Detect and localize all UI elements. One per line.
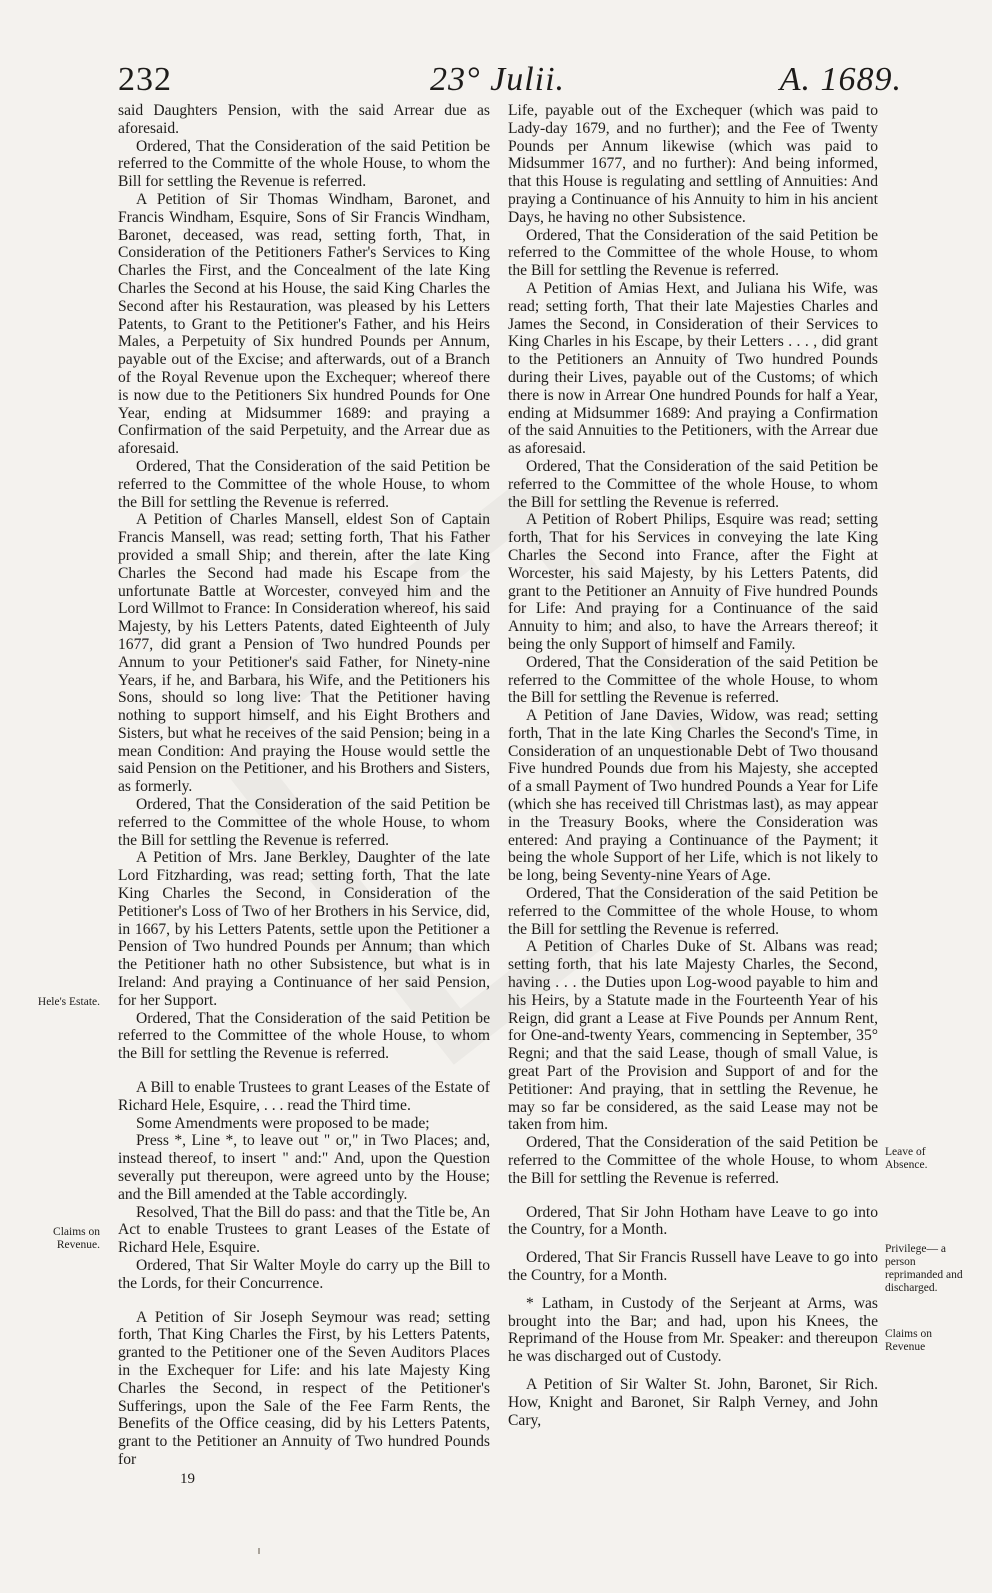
paragraph: A Petition of Amias Hext, and Juliana his Wife, was read; setting forth, That their late Majesties Charles and James the Second, in Consideration of their Services to King Charles in his Escape, by their Letters . . . , did grant to the Petitioners an Annuity of Two hundred Pounds during their Lives, payable out of the Customs; of which there is now in Arrear One hundred Pounds for half a Year, ending at Midsummer 1689: And praying a Confirmation of the said Annuities to the Petitioners, with the Arrear due as aforesaid.: [508, 279, 878, 458]
paragraph: A Bill to enable Trustees to grant Leases of the Estate of Richard Hele, Esquire, . . . read the Third time.: [118, 1079, 490, 1114]
margin-note-claims-on-revenue-right: Claims on Revenue: [885, 1328, 932, 1353]
paragraph: Resolved, That the Bill do pass: and that the Title be, An Act to enable Trustees to grant Leases of the Estate of Richard Hele, Esquire.: [118, 1203, 490, 1257]
paragraph: Ordered, That the Consideration of the said Petition be referred to the Committe of the whole House, to whom the Bill for settling the Revenue is referred.: [118, 137, 490, 191]
paragraph: A Petition of Sir Thomas Windham, Baronet, and Francis Windham, Esquire, Sons of Sir Francis Windham, Baronet, deceased, was read, setting forth, That, in Consideration of the Petitioners Father's Services to King Charles the First, and the Concealment of the late King Charles the Second at his House, the said King Charles the Second after his Restauration, was pleased by his Letters Patents, to Grant to the Petitioner's Father, and his Heirs Males, a Perpetuity of Six hundred Pounds per Annum, payable out of the Excise; and afterwards, out of a Branch of the Royal Revenue upon the Exchequer; whereof there is now due to the Petitioners Six hundred Pounds for One Year, ending at Midsummer 1689: and praying a Confirmation of the said Perpetuity, and the Arrear due as aforesaid.: [118, 190, 490, 458]
margin-note-leave-of-absence: Leave of Absence.: [885, 1146, 928, 1171]
section-gap: [118, 1293, 490, 1309]
page-number: 232: [118, 61, 172, 98]
paragraph: A Petition of Mrs. Jane Berkley, Daughter of the late Lord Fitzharding, was read; setting forth, That the late King Charles the Second, in Consideration of the Petitioner's Loss of Two of her Brothers in his Service, did, in 1667, by his Letters Patents, settle upon the Petitioner a Pension of Two hundred Pounds per Annum; than which the Petitioner hath no other Subsistence, but what is in Ireland: And praying a Continuance of her said Pension, for her Support.: [118, 849, 490, 1009]
left-column: [118, 102, 490, 1489]
paragraph: Ordered, That Sir Francis Russell have Leave to go into the Country, for a Month.: [508, 1249, 878, 1284]
paragraph: Ordered, That the Consideration of the said Petition be referred to the Committee of the whole House, to whom the Bill for settling the Revenue is referred.: [508, 457, 878, 511]
paragraph: Press *, Line *, to leave out " or," in Two Places; and, instead thereof, to insert " and:" And, upon the Question severally put thereupon, were agreed unto by the House; and the Bill amended at the Table accordingly.: [118, 1132, 490, 1203]
paragraph: Ordered, That the Consideration of the said Petition be referred to the Committee of the whole House, to whom the Bill for settling the Revenue is referred.: [508, 653, 878, 707]
paragraph: A Petition of Robert Philips, Esquire was read; setting forth, That for his Services in conveying the late King Charles the Second into France, after the Fight at Worcester, his said Majesty, by his Letters Patents, did grant to the Petitioner an Annuity of Five hundred Pounds for Life: And praying for a Continuance of the said Annuity to him; and also, to have the Arrears thereof; it being the only Support of himself and Family.: [508, 511, 878, 653]
paragraph: * Latham, in Custody of the Serjeant at Arms, was brought into the Bar; and had, upon his Knees, the Reprimand of the House from Mr. Speaker: and thereupon he was discharged out of Custody.: [508, 1294, 878, 1366]
paragraph: A Petition of Charles Mansell, eldest Son of Captain Francis Mansell, was read; setting forth, That his Father provided a small Ship; and therein, after the late King Charles the Second had made his Escape from the unfortunate Battle at Worcester, conveyed him and the Lord Willmot to France: In Consideration whereof, his said Majesty, by his Letters Patents, dated Eighteenth of July 1677, did grant a Pension of Two hundred Pounds per Annum to your Petitioner's said Father, for Ninety-nine Years, if he, and Barbara, his Wife, and the Petitioners his Sons, should so long live: That the Petitioner having nothing to support himself, and his Eight Brothers and Sisters, but what he receives of the said Pension; being in a mean Condition: And praying the House would settle the said Pension on the Petitioner, and his Brothers and Sisters, as formerly.: [118, 511, 490, 796]
signature-mark: 19: [180, 1470, 195, 1487]
paragraph: Life, payable out of the Exchequer (which was paid to Lady-day 1679, and no further); and the Fee of Twenty Pounds per Annum likewise (which was paid to Midsummer 1677, and no further): And being informed, that this House is regulating and settling of Annuities: And praying a Continuance of his Annuity to him in his ancient Days, he having no other Subsistence.: [508, 102, 878, 226]
section-gap: [508, 1285, 878, 1295]
section-gap: [508, 1239, 878, 1249]
paragraph: Some Amendments were proposed to be made;: [136, 1114, 430, 1132]
paragraph: Ordered, That Sir Walter Moyle do carry up the Bill to the Lords, for their Concurrence.: [118, 1257, 490, 1292]
section-gap: [508, 1188, 878, 1204]
paragraph: said Daughters Pension, with the said Arrear due as aforesaid.: [118, 102, 490, 137]
margin-note-claims-on-revenue-left: Claims on Revenue.: [53, 1226, 100, 1251]
paragraph: Ordered, That the Consideration of the said Petition be referred to the Committee of the whole House, to whom the Bill for settling the Revenue is referred.: [508, 226, 878, 280]
paragraph: A Petition of Sir Walter St. John, Baronet, Sir Rich. How, Knight and Baronet, Sir Ralph Verney, and John Cary,: [508, 1375, 878, 1429]
margin-note-heles-estate: Hele's Estate.: [37, 996, 100, 1008]
margin-note-privilege: Privilege— a person reprimanded and discharged.: [885, 1243, 963, 1294]
paragraph: Ordered, That the Consideration of the said Petition be referred to the Committee of the whole House, to whom the Bill for settling the Revenue is referred.: [118, 1009, 490, 1063]
section-gap: [118, 1063, 490, 1079]
paragraph: A Petition of Jane Davies, Widow, was read; setting forth, That in the late King Charles the Second's Time, in Consideration of an unquestionable Debt of Two thousand Five hundred Pounds due from his Majesty, she accepted of a small Payment of Two hundred Pounds a Year for Life (which she has received till Christmas last), as may appear in the Treasury Books, where the Consideration was entered: And praying a Continuance of the Payment; it being the whole Support of her Life, which is not likely to be long, being Seventy-nine Years of Age.: [508, 707, 878, 885]
section-gap: [508, 1366, 878, 1376]
page-date: 23° Julii.: [430, 61, 566, 98]
paragraph: Ordered, That the Consideration of the said Petition be referred to the Committee of the whole House, to whom the Bill for settling the Revenue is referred.: [118, 796, 490, 849]
paragraph: Ordered, That the Consideration of the said Petition be referred to the Committee of the whole House, to whom the Bill for settling the Revenue is referred.: [508, 885, 878, 938]
paragraph: Ordered, That the Consideration of the said Petition be referred to the Committee of the whole House, to whom the Bill for settling the Revenue is referred.: [508, 1134, 878, 1187]
page-mark: [258, 1548, 260, 1554]
paragraph: A Petition of Sir Joseph Seymour was read; setting forth, That King Charles the First, by his Letters Patents, granted to the Petitioner one of the Seven Auditors Places in the Exchequer for Life: and his late Majesty King Charles the Second, in respect of the Petitioner's Sufferings, upon the Sale of the Fee Farm Rents, the Benefits of the Office ceasing, did by his Letters Patents, grant to the Petitioner an Annuity of Two hundred Pounds for: [118, 1308, 490, 1468]
paragraph: Ordered, That Sir John Hotham have Leave to go into the Country, for a Month.: [508, 1203, 878, 1239]
page-year: A. 1689.: [779, 61, 902, 98]
right-column: [508, 102, 878, 1429]
paragraph: A Petition of Charles Duke of St. Albans was read; setting forth, that his late Majesty Charles, the Second, having . . . the Duties upon Log-wood payable to him and his Heirs, by a Statute made in the Fourteenth Year of his Reign, did grant a Lease at Five Pounds per Annum Rent, for One-and-twenty Years, commencing in September, 35° Regni; and that the said Lease, though of small Value, is great Part of the Provision and Support of and for the Petitioner: And praying, that in settling the Revenue, he may so far be considered, as the said Lease may not be taken from him.: [508, 938, 878, 1134]
paragraph: Ordered, That the Consideration of the said Petition be referred to the Committee of the whole House, to whom the Bill for settling the Revenue is referred.: [118, 457, 490, 511]
